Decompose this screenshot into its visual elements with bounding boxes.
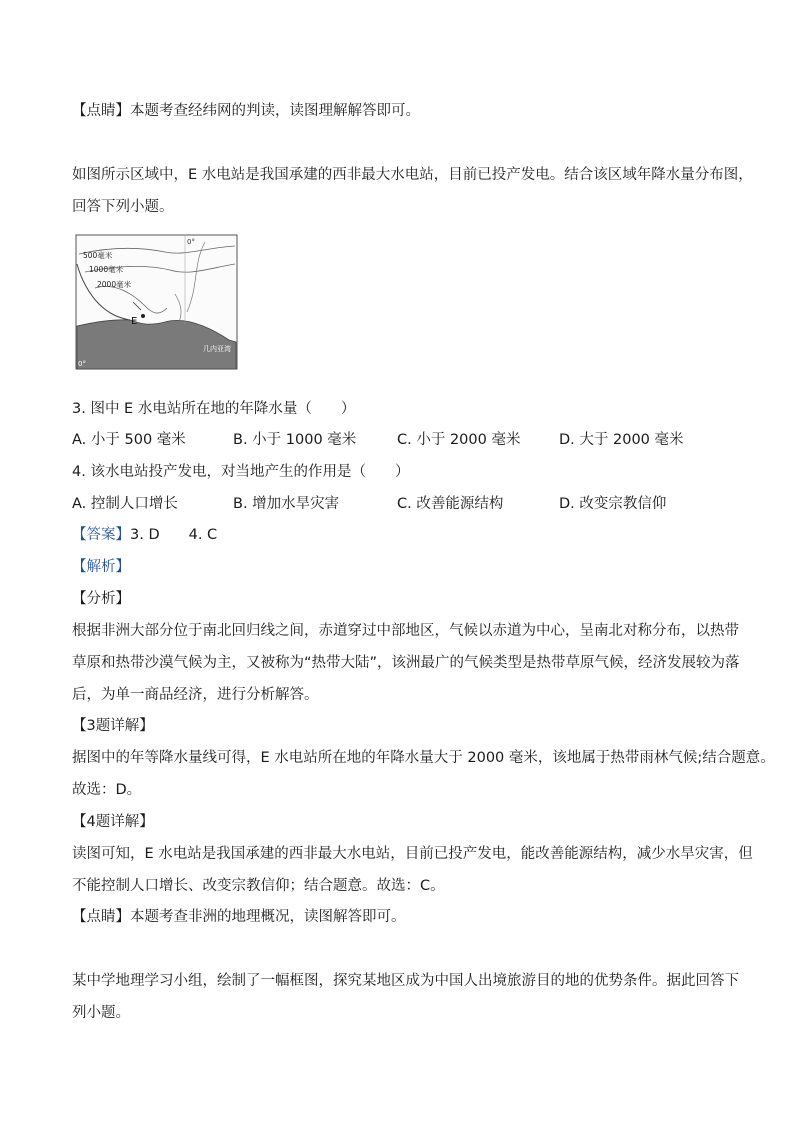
label-500: 500毫米 [83, 251, 113, 260]
detail4-tag: 【4题详解】 [72, 814, 154, 830]
fenxi-line-3: 后，为单一商品经济，进行分析解答。 [72, 687, 319, 703]
detail3-tag: 【3题详解】 [72, 718, 154, 734]
q3-option-c[interactable]: C. 小于 2000 毫米 [397, 432, 521, 448]
fenxi-tag: 【分析】 [72, 591, 130, 607]
q4-option-a[interactable]: A. 控制人口增长 [72, 496, 178, 512]
q4-option-b[interactable]: B. 增加水旱灾害 [233, 496, 340, 512]
label-lon0: 0° [187, 238, 195, 246]
detail4-line-1: 读图可知，E 水电站是我国承建的西非最大水电站，目前已投产发电，能改善能源结构，减少水旱灾害，但 [72, 846, 753, 862]
label-gulf: 几内亚湾 [203, 345, 231, 353]
q3-option-d[interactable]: D. 大于 2000 毫米 [559, 432, 684, 448]
answer [72, 525, 217, 545]
q4-stem: 4. 该水电站投产发电，对当地产生的作用是（ ） [72, 464, 410, 480]
q3-stem: 3. 图中 E 水电站所在地的年降水量（ ） [72, 401, 356, 417]
label-lat0: 0° [78, 360, 86, 368]
detail4-line-2: 不能控制人口增长、改变宗教信仰；结合题意。故选：C。 [72, 878, 445, 894]
label-station: E [131, 316, 138, 327]
station-marker [141, 314, 145, 318]
intro-line-2: 回答下列小题。 [72, 199, 174, 215]
analysis-tag: 【解析】 [72, 559, 130, 575]
q4-option-c[interactable]: C. 改善能源结构 [397, 496, 504, 512]
label-2000: 2000毫米 [97, 280, 132, 289]
fenxi-line-1: 根据非洲大部分位于南北回归线之间，赤道穿过中部地区，气候以赤道为中心，呈南北对称分布，以热带 [72, 623, 739, 639]
next-intro-line-1: 某中学地理学习小组，绘制了一幅框图，探究某地区成为中国人出境旅游目的地的优势条件。据此回答下 [72, 973, 739, 989]
fenxi-line-2: 草原和热带沙漠气候为主，又被称为“热带大陆”，该洲最广的气候类型是热带草原气候，经济发展较为落 [72, 655, 740, 671]
tip2-tag: 【点睛】 [72, 909, 130, 925]
answer-tag: 【答案】 [72, 527, 130, 543]
tip-tag: 【点睛】 [72, 103, 130, 119]
detail3-line-1: 据图中的年等降水量线可得，E 水电站所在地的年降水量大于 2000 毫米，该地属于热带雨林气候;结合题意。 [72, 750, 775, 766]
q4-option-d[interactable]: D. 改变宗教信仰 [559, 496, 667, 512]
tip2-text: 本题考查非洲的地理概况，读图解答即可。 [130, 909, 406, 925]
answer-text: 3. D 4. C [130, 527, 218, 543]
prev-tip [72, 101, 420, 121]
label-1000: 1000毫米 [89, 265, 124, 274]
tip2 [72, 907, 406, 927]
next-intro-line-2: 列小题。 [72, 1005, 130, 1021]
tip-text: 本题考查经纬网的判读，读图理解解答即可。 [130, 103, 420, 119]
q3-option-a[interactable]: A. 小于 500 毫米 [72, 432, 186, 448]
q3-option-b[interactable]: B. 小于 1000 毫米 [233, 432, 357, 448]
rainfall-map [75, 234, 238, 381]
intro-line-1: 如图所示区域中，E 水电站是我国承建的西非最大水电站，目前已投产发电。结合该区域年降水量分布图， [72, 167, 753, 183]
detail3-line-2: 故选：D。 [72, 782, 142, 798]
